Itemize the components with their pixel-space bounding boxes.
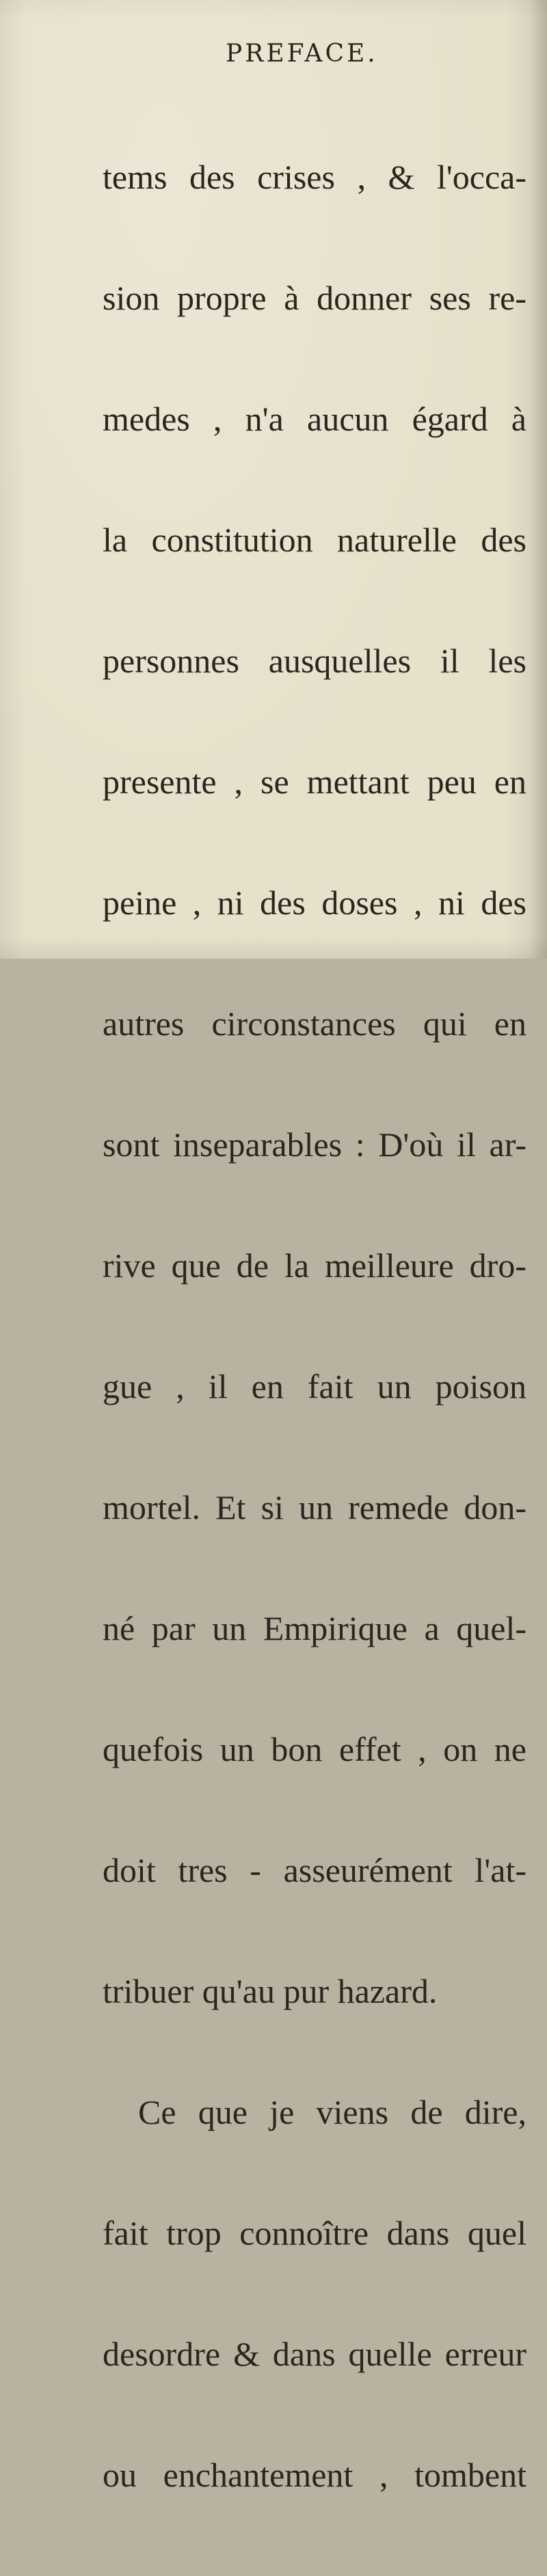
text-line: tems des crises , & l'occa- [103,158,526,196]
text-line: la constitution naturelle des [103,521,526,559]
text-line: rive que de la meilleure dro- [103,1246,526,1285]
text-line: peine , ni des doses , ni des [103,883,526,922]
text-line: presente , se mettant peu en [103,763,526,801]
text-line: né par un Empirique a quel- [103,1609,526,1647]
text-line: sont inseparables : D'où il ar- [103,1125,526,1164]
text-line: mortel. Et si un remede don- [103,1488,526,1526]
text-line: desordre & dans quelle erreur [103,2335,526,2373]
page-text [103,77,526,2576]
text-line: fait trop connoître dans quel [103,2214,526,2252]
running-header: PREFACE. [226,40,378,68]
text-line: quefois un bon effet , on ne [103,1730,526,1768]
text-line: autres circonstances qui en [103,1004,526,1043]
text-line: ou enchantement , tombent [103,2456,526,2494]
text-line-paragraph-end: tribuer qu'au pur hazard. [103,1972,438,2010]
text-line: doit tres - asseurément l'at- [103,1851,526,1889]
text-line: gue , il en fait un poison [103,1367,526,1406]
text-line: medes , n'a aucun égard à [103,400,526,438]
page-edge-shadow [529,0,547,959]
text-line: personnes ausquelles il les [103,642,526,680]
text-line: sion propre à donner ses re- [103,279,526,317]
text-line-paragraph-start: Ce que je viens de dire, [138,2093,526,2131]
